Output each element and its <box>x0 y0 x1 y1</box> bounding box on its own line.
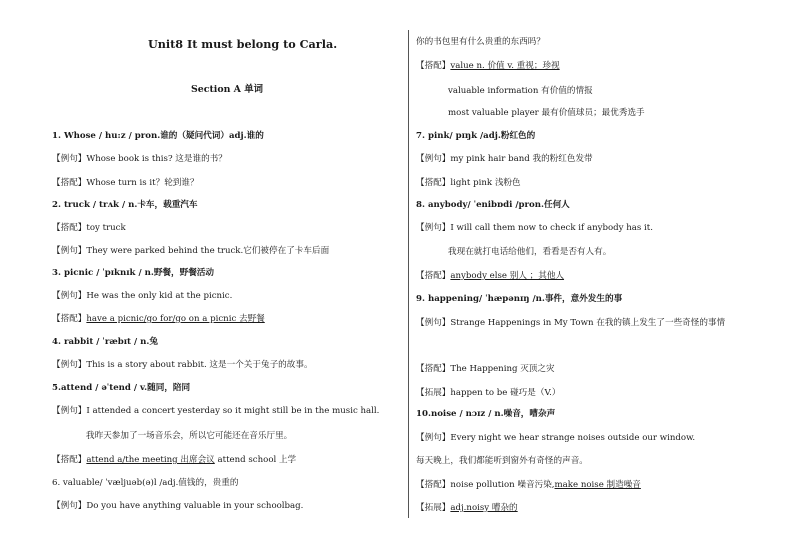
underlined-phrase: make noise 制造噪音 <box>554 480 641 490</box>
text-run: 我昨天参加了一场音乐会，所以它可能还在音乐厅里。 <box>86 431 293 441</box>
text-run: 你的书包里有什么贵重的东西吗？ <box>416 37 545 47</box>
text-run: 【例句】Do you have anything valuable in your schoolbag. <box>52 501 304 511</box>
text-run: 10.noise / nɔɪz / n.噪音，嘈杂声 <box>416 409 556 419</box>
text-run: 【搭配】noise pollution 噪音污染, <box>416 480 555 490</box>
page-title: Unit8 It must belong to Carla. <box>148 37 338 51</box>
left-text-line <box>52 245 329 257</box>
underlined-phrase: have a picnic/go for/go on a picnic 去野餐 <box>86 314 265 324</box>
text-run: 【例句】Strange Happenings in My Town 在我的镇上发生了一些奇怪的事情 <box>416 318 726 328</box>
right-text-line <box>448 85 593 97</box>
right-entry-heading <box>416 293 622 305</box>
right-text-line <box>416 36 545 48</box>
right-text-line <box>416 222 653 234</box>
text-run: 5.attend / əˈtend / v.随同，陪同 <box>52 383 191 393</box>
left-text-line <box>52 153 227 165</box>
right-text-line <box>416 479 641 491</box>
left-text-line <box>52 454 296 466</box>
text-run: 【搭配】light pink 浅粉色 <box>416 178 521 188</box>
left-text-line <box>52 290 232 302</box>
left-text-line <box>52 500 303 512</box>
text-run: 【例句】Whose book is this? 这是谁的书？ <box>52 154 227 164</box>
text-run: 【搭配】The Happening 灭顶之灾 <box>416 364 555 374</box>
text-run: 【拓展】happen to be 碰巧是（V.） <box>416 388 561 398</box>
text-run: 6. valuable/ ˈvæljuəb(ə)l /adj.值钱的，贵重的 <box>52 478 239 488</box>
left-entry-heading <box>52 336 158 348</box>
left-entry-heading <box>52 199 198 211</box>
text-run: 7. pink/ pɪŋk /adj.粉红色的 <box>416 131 536 141</box>
text-run: 8. anybody/ ˈenibɒdi /pron.任何人 <box>416 200 570 210</box>
left-entry-heading <box>52 130 264 142</box>
right-text-line <box>416 177 521 189</box>
underlined-phrase: adj.noisy 嘈杂的 <box>450 503 518 513</box>
text-run: 【例句】I attended a concert yesterday so it might still be in the music hall. <box>52 406 380 416</box>
column-divider <box>408 30 409 518</box>
text-run: 我现在就打电话给他们，看看是否有人有。 <box>448 247 612 257</box>
underlined-phrase: anybody else 别人 ；其他人 <box>450 271 565 281</box>
left-entry-heading <box>52 267 214 279</box>
right-entry-heading <box>416 130 535 142</box>
text-run: 【例句】Every night we hear strange noises outside our window. <box>416 433 696 443</box>
right-text-line <box>416 387 560 399</box>
text-run: 【搭配】toy truck <box>52 223 126 233</box>
text-run: 每天晚上，我们都能听到窗外有奇怪的声音。 <box>416 456 588 466</box>
left-text-line <box>52 313 265 325</box>
text-run: 【例句】I will call them now to check if anybody has it. <box>416 223 653 233</box>
text-run: valuable information 有价值的情报 <box>448 86 593 96</box>
right-text-line <box>448 107 645 119</box>
section-title: Section A 单词 <box>191 84 263 95</box>
right-text-line <box>416 270 564 282</box>
left-text-line <box>52 359 313 371</box>
right-entry-heading <box>416 199 570 211</box>
text-run: 【拓展】 <box>416 503 451 513</box>
text-run: 【例句】This is a story about rabbit. 这是一个关于兔子的故事。 <box>52 360 313 370</box>
text-run: 【搭配】 <box>416 61 451 71</box>
underlined-phrase: attend a/the meeting 出席会议 <box>86 455 215 465</box>
left-text-line <box>52 222 126 234</box>
left-text-line <box>52 177 199 189</box>
text-run: 9. happening/ ˈhæpənɪŋ /n.事件，意外发生的事 <box>416 294 623 304</box>
text-run: 【例句】my pink hair band 我的粉红色发带 <box>416 154 593 164</box>
text-run: 3. picnic / ˈpɪknɪk / n.野餐，野餐活动 <box>52 268 214 278</box>
right-text-line <box>416 60 560 72</box>
right-text-line <box>416 363 555 375</box>
left-text-line <box>86 430 292 442</box>
left-entry-heading <box>52 382 190 394</box>
right-text-line <box>416 455 588 467</box>
left-text-line <box>52 477 238 489</box>
left-text-line <box>52 405 379 417</box>
right-text-line <box>448 246 611 258</box>
text-run: 4. rabbit / ˈræbɪt / n.兔 <box>52 337 158 347</box>
text-run: 【搭配】 <box>52 455 87 465</box>
text-run: attend school 上学 <box>214 455 297 465</box>
text-run: 【搭配】 <box>416 271 451 281</box>
text-run: 2. truck / trʌk / n.卡车，载重汽车 <box>52 200 198 210</box>
text-run: 【例句】He was the only kid at the picnic. <box>52 291 233 301</box>
text-run: 1. Whose / hu:z / pron.谁的（疑问代词）adj.谁的 <box>52 131 264 141</box>
right-text-line <box>416 502 518 514</box>
right-entry-heading <box>416 408 555 420</box>
text-run: 【搭配】 <box>52 314 87 324</box>
underlined-phrase: value n. 价值 v. 重视；珍视 <box>450 61 560 71</box>
text-run: 【例句】They were parked behind the truck.它们被停在了卡车后面 <box>52 246 330 256</box>
right-text-line <box>416 153 593 165</box>
right-text-line <box>416 317 725 329</box>
text-run: most valuable player 最有价值球员；最优秀选手 <box>448 108 645 118</box>
text-run: 【搭配】Whose turn is it？轮到谁？ <box>52 178 199 188</box>
right-text-line <box>416 432 695 444</box>
